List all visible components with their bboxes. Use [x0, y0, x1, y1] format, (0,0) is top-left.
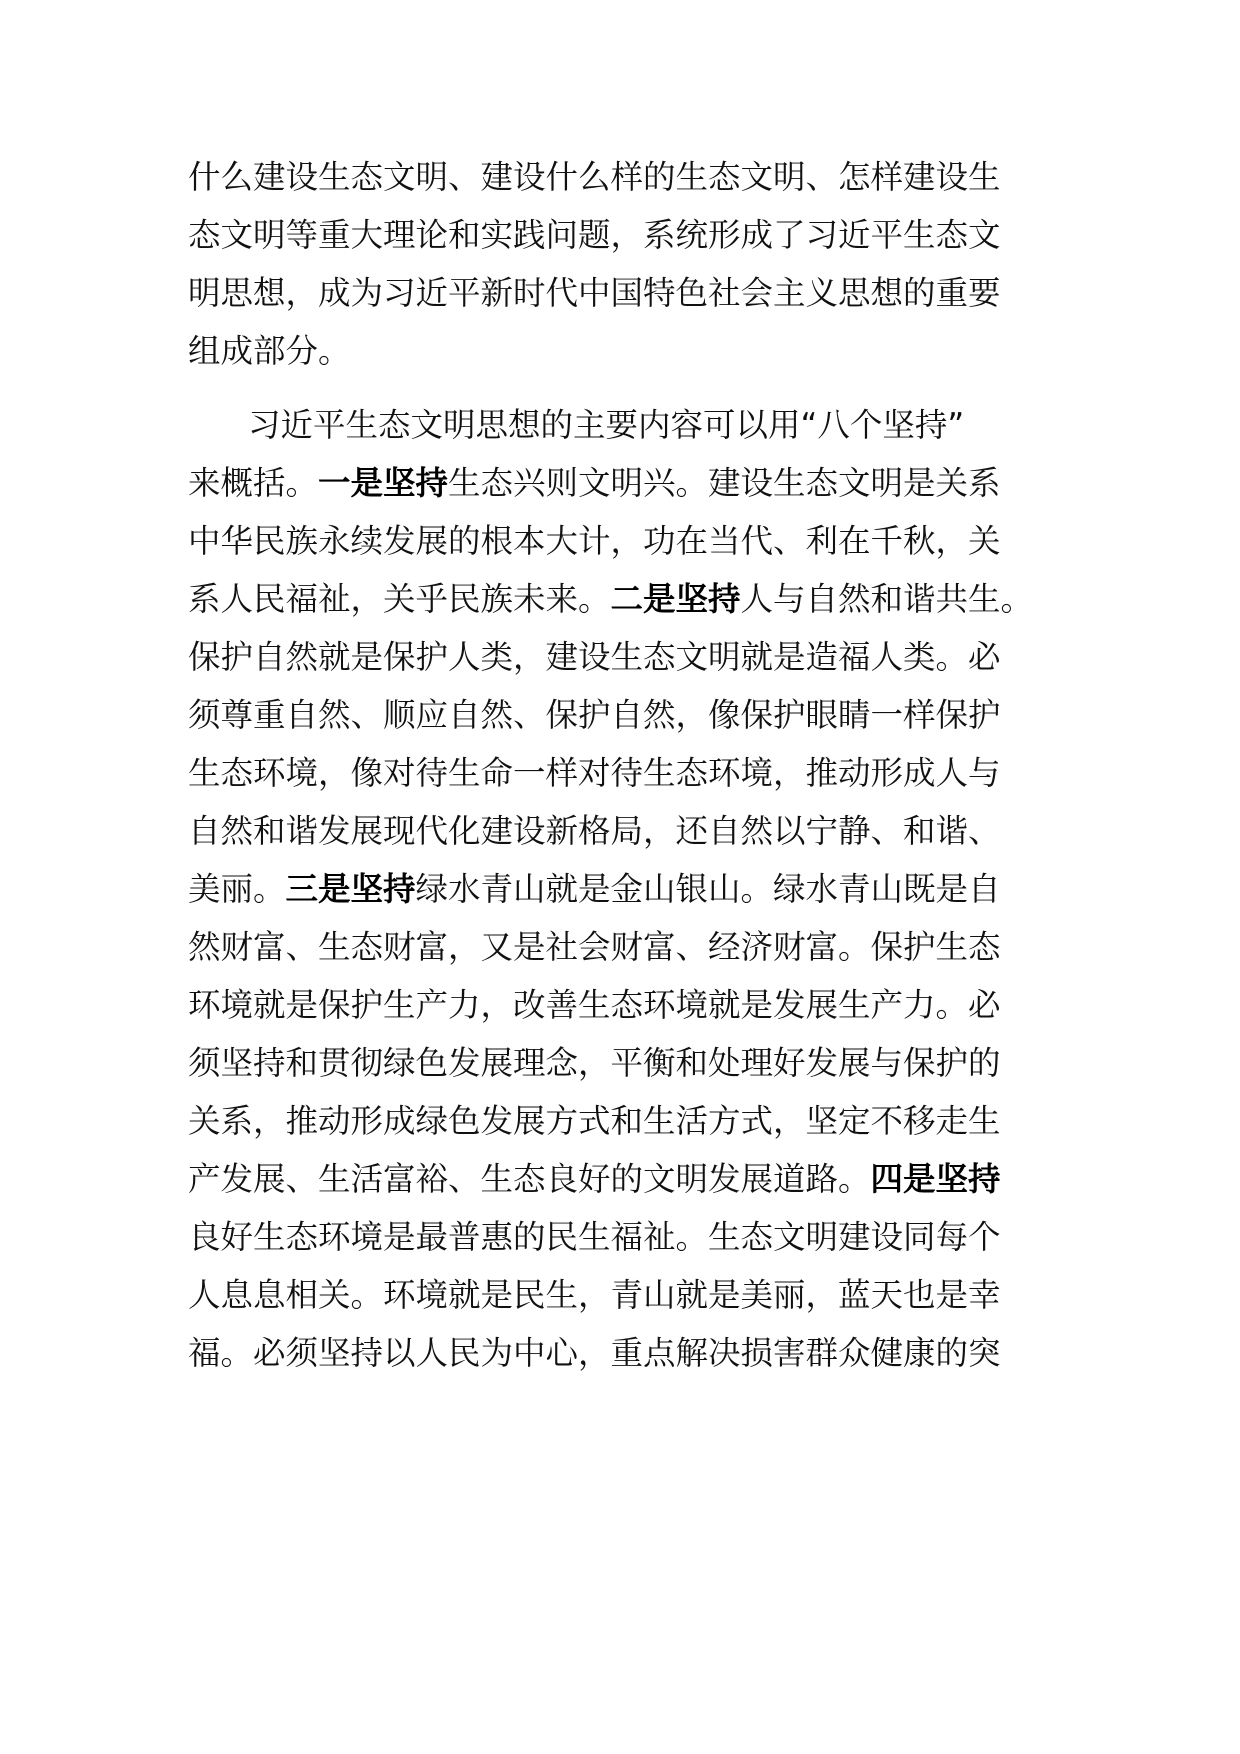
text-line	[188, 273, 1068, 313]
text-line	[188, 1043, 1068, 1083]
text-line	[188, 811, 1068, 851]
text-line	[188, 157, 1068, 197]
text-segment: 什么建设生态文明、建设什么样的生态文明、怎样建设生	[188, 158, 1001, 196]
text-line	[248, 405, 1068, 445]
text-segment: 态文明等重大理论和实践问题，系统形成了习近平生态文	[188, 216, 1001, 254]
text-segment: 系人民福祉，关乎民族未来。	[188, 580, 611, 618]
text-segment: 来概括。	[188, 464, 319, 502]
text-segment: 良好生态环境是最普惠的民生福祉。生态文明建设同每个	[188, 1218, 1001, 1256]
text-segment: 中华民族永续发展的根本大计，功在当代、利在千秋，关	[188, 522, 1001, 560]
text-segment: 环境就是保护生产力，改善生态环境就是发展生产力。必	[188, 986, 1001, 1024]
bold-point-label: 一是坚持	[318, 464, 449, 502]
text-segment: 生态兴则文明兴。建设生态文明是关系	[448, 464, 1001, 502]
text-segment: 人与自然和谐共生。	[740, 580, 1034, 618]
text-line	[188, 1217, 1068, 1257]
text-line	[188, 1333, 1068, 1373]
text-segment: 须尊重自然、顺应自然、保护自然，像保护眼睛一样保护	[188, 696, 1001, 734]
text-segment: 须坚持和贯彻绿色发展理念，平衡和处理好发展与保护的	[188, 1044, 1001, 1082]
text-line	[188, 869, 1068, 909]
text-segment: 组成部分。	[188, 332, 351, 370]
bold-point-label: 二是坚持	[610, 580, 741, 618]
text-segment: 关系，推动形成绿色发展方式和生活方式，坚定不移走生	[188, 1102, 1001, 1140]
text-line	[188, 521, 1068, 561]
text-line	[188, 753, 1068, 793]
text-line	[188, 637, 1068, 677]
bold-point-label: 四是坚持	[870, 1160, 1001, 1198]
text-segment: 生态环境，像对待生命一样对待生态环境，推动形成人与	[188, 754, 1001, 792]
text-line	[188, 331, 1068, 371]
text-segment: 明思想，成为习近平新时代中国特色社会主义思想的重要	[188, 274, 1001, 312]
text-segment: 自然和谐发展现代化建设新格局，还自然以宁静、和谐、	[188, 812, 1001, 850]
text-line	[188, 695, 1068, 735]
text-line	[188, 1275, 1068, 1315]
text-line	[188, 579, 1068, 619]
text-segment: 福。必须坚持以人民为中心，重点解决损害群众健康的突	[188, 1334, 1001, 1372]
text-segment: 保护自然就是保护人类，建设生态文明就是造福人类。必	[188, 638, 1001, 676]
text-segment: 美丽。	[188, 870, 286, 908]
text-line	[188, 1101, 1068, 1141]
text-line	[188, 215, 1068, 255]
text-line	[188, 927, 1068, 967]
bold-point-label: 三是坚持	[285, 870, 416, 908]
text-line	[188, 1159, 1068, 1199]
text-segment: 产发展、生活富裕、生态良好的文明发展道路。	[188, 1160, 871, 1198]
text-segment: 习近平生态文明思想的主要内容可以用“八个坚持”	[248, 406, 965, 444]
text-line	[188, 463, 1068, 503]
text-segment: 然财富、生态财富，又是社会财富、经济财富。保护生态	[188, 928, 1001, 966]
text-line	[188, 985, 1068, 1025]
text-segment: 人息息相关。环境就是民生，青山就是美丽，蓝天也是幸	[188, 1276, 1001, 1314]
text-segment: 绿水青山就是金山银山。绿水青山既是自	[415, 870, 1001, 908]
